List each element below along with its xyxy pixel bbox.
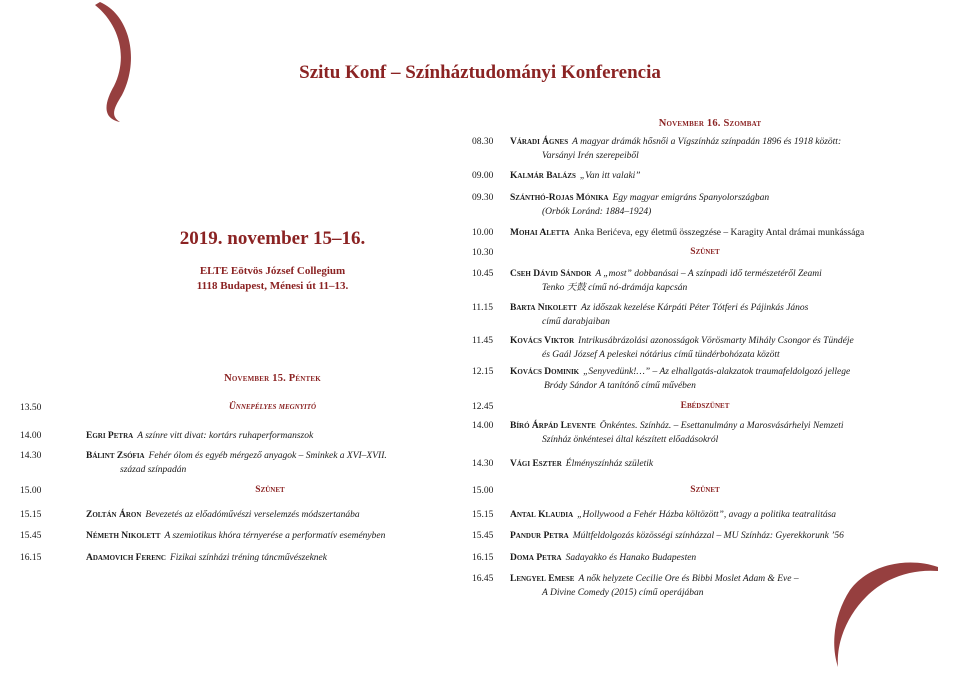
talk-title: Fehér ólom és egyéb mérgező anyagok – Sminkek a XVI–XVII. — [148, 451, 387, 461]
item-time: 10.00 — [472, 228, 494, 238]
day2-item — [472, 552, 942, 565]
venue-address: 1118 Budapest, Ménesi út 11–13. — [196, 280, 349, 292]
speaker-name: Egri Petra — [86, 431, 134, 441]
speaker-name: Doma Petra — [510, 553, 562, 563]
speaker-name: Lengyel Emese — [510, 574, 575, 584]
item-time: 14.00 — [472, 421, 494, 431]
day2-item — [472, 458, 942, 471]
talk-title-line2: Varsányi Irén szerepeiből — [542, 151, 639, 161]
day1-break-row — [20, 485, 440, 498]
page-title: Szitu Konf – Színháztudományi Konferencia — [299, 62, 661, 83]
speaker-name: Szánthó-Rojas Mónika — [510, 193, 609, 203]
day2-item — [472, 268, 942, 296]
day2-item — [472, 366, 942, 394]
speaker-name: Zoltán Áron — [86, 510, 142, 520]
day2-item — [472, 530, 942, 543]
speaker-name: Bálint Zsófia — [86, 451, 145, 461]
talk-title: Fizikai színházi tréning táncművészeknek — [169, 553, 327, 563]
talk-title: Önkéntes. Színház. – Esettanulmány a Marosvásárhelyi Nemzeti — [599, 421, 844, 431]
speaker-name: Kovács Dominik — [510, 367, 580, 377]
day2-item — [472, 136, 942, 164]
talk-title: Intrikusábrázolási azonosságok Vörösmarty Mihály Csongor és Tündéje — [578, 336, 854, 346]
talk-title: Bevezetés az előadóművészi verselemzés módszertanába — [145, 510, 360, 520]
day2-heading: November 16. Szombat — [658, 118, 762, 129]
day2-item — [472, 420, 942, 448]
item-time: 16.15 — [20, 553, 42, 563]
speaker-name: Barta Nikolett — [510, 303, 577, 313]
item-time: 08.30 — [472, 137, 494, 147]
talk-title: Anka Berićeva, egy életmű összegzése – Karagity Antal drámai munkássága — [573, 228, 865, 238]
break-label: Ebédszünet — [680, 401, 730, 411]
venue — [150, 264, 395, 294]
item-time: 14.00 — [20, 431, 42, 441]
item-time: 15.15 — [20, 510, 42, 520]
talk-title: „Hollywood a Fehér Házba költözött”, avagy a politika teatralitása — [577, 510, 837, 520]
talk-title: „Senyvedünk!…” – Az elhallgatás-alakzatok traumafeldolgozó jellege — [583, 367, 851, 377]
item-time: 09.00 — [472, 171, 494, 181]
speaker-name: Bíró Árpád Levente — [510, 421, 596, 431]
opening-time: 13.50 — [20, 403, 42, 413]
item-time: 14.30 — [20, 451, 42, 461]
talk-title-line2: század színpadán — [120, 465, 187, 475]
break-time: 15.00 — [20, 486, 42, 496]
opening-label: Ünnepélyes megnyitó — [228, 402, 317, 412]
day1-item — [20, 552, 450, 565]
talk-title: A „most” dobbanásai – A színpadi idő természetéről Zeami — [595, 269, 822, 279]
talk-title-line2: Tenko 天鼓 című nó-drámája kapcsán — [542, 283, 688, 293]
day2-item — [472, 170, 942, 183]
item-time: 15.15 — [472, 510, 494, 520]
break-time: 10.30 — [472, 248, 494, 258]
talk-title: A szemiotikus khóra térnyerése a performatív eseményben — [164, 531, 386, 541]
talk-title-line2: Színház önkéntesei által készített előadásokról — [542, 435, 719, 445]
speaker-name: Pandur Petra — [510, 531, 569, 541]
talk-title: A színre vitt divat: kortárs ruhaperformanszok — [137, 431, 314, 441]
item-time: 09.30 — [472, 193, 494, 203]
talk-title: „Van itt valaki” — [579, 171, 641, 181]
item-time: 11.45 — [472, 336, 494, 346]
item-time: 14.30 — [472, 459, 494, 469]
talk-title-line2: A Divine Comedy (2015) című operájában — [542, 588, 704, 598]
talk-title: A magyar drámák hősnői a Vígszínház színpadán 1896 és 1918 között: — [572, 137, 842, 147]
day2-item — [472, 335, 942, 363]
day2-item — [472, 573, 942, 601]
item-time: 12.15 — [472, 367, 494, 377]
day2-item — [472, 192, 942, 220]
break-time: 12.45 — [472, 402, 494, 412]
item-time: 16.15 — [472, 553, 494, 563]
break-label: Szünet — [255, 485, 285, 495]
item-time: 11.15 — [472, 303, 494, 313]
speaker-name: Kalmár Balázs — [510, 171, 576, 181]
talk-title-line2: és Gaál József A peleskei nótárius című tündérbohózata között — [542, 350, 780, 360]
day1-item — [20, 509, 450, 522]
day1-item — [20, 530, 450, 543]
talk-title-line2: (Orbók Loránd: 1884–1924) — [542, 207, 652, 217]
speaker-name: Németh Nikolett — [86, 531, 161, 541]
talk-title: Sadayakko és Hanako Budapesten — [565, 553, 697, 563]
talk-title-line2: Bródy Sándor A tanítónő című művében — [544, 381, 696, 391]
speaker-name: Kovács Viktor — [510, 336, 575, 346]
break-time: 15.00 — [472, 486, 494, 496]
day2-item — [472, 509, 942, 522]
speaker-name: Vági Eszter — [510, 459, 562, 469]
talk-title: A nők helyzete Cecilie Ore és Bibbi Moslet Adam & Eve – — [578, 574, 799, 584]
speaker-name: Antal Klaudia — [510, 510, 574, 520]
talk-title: Élményszínház születik — [565, 459, 654, 469]
conference-date: 2019. november 15–16. — [179, 228, 366, 249]
venue-name: ELTE Eötvös József Collegium — [199, 265, 346, 277]
item-time: 15.45 — [472, 531, 494, 541]
talk-title: Múltfeldolgozás közösségi színházzal – MU Színház: Gyerekkorunk ’56 — [572, 531, 844, 541]
day1-item — [20, 430, 450, 443]
break-label: Szünet — [690, 247, 720, 257]
item-time: 10.45 — [472, 269, 494, 279]
speaker-name: Váradi Ágnes — [510, 137, 569, 147]
speaker-name: Adamovich Ferenc — [86, 553, 166, 563]
speaker-name: Cseh Dávid Sándor — [510, 269, 592, 279]
talk-title: Az időszak kezelése Kárpáti Péter Tótferi és Pájinkás János — [580, 303, 809, 313]
talk-title-line2: című darabjaiban — [542, 317, 610, 327]
day2-item — [472, 302, 942, 330]
item-time: 16.45 — [472, 574, 494, 584]
talk-title: Egy magyar emigráns Spanyolországban — [612, 193, 770, 203]
speaker-name: Mohai Aletta — [510, 228, 570, 238]
break-label: Szünet — [690, 485, 720, 495]
item-time: 15.45 — [20, 531, 42, 541]
day2-item — [472, 227, 942, 240]
day1-item — [20, 450, 450, 478]
day1-heading: November 15. Péntek — [224, 373, 321, 384]
